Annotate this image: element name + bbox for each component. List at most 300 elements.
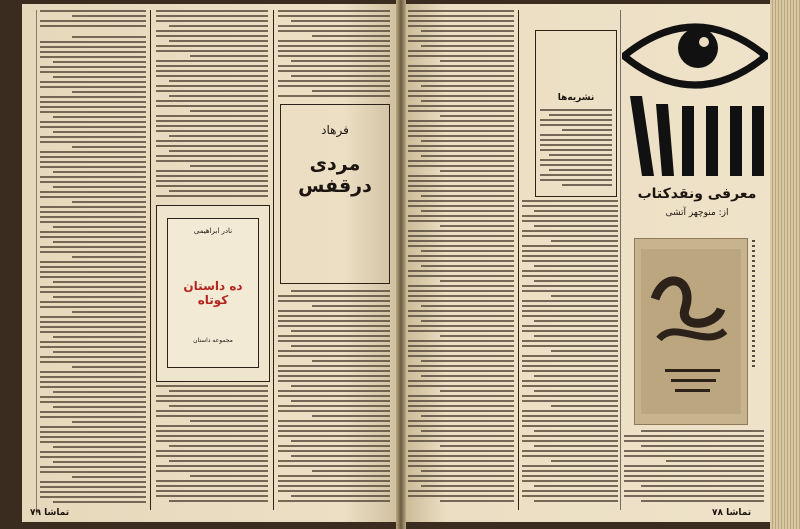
text-line [408, 40, 514, 42]
text-line [408, 395, 514, 397]
text-line [522, 260, 618, 262]
text-line [408, 310, 514, 312]
text-line [156, 450, 268, 452]
text-line [278, 380, 390, 382]
text-line [408, 145, 514, 147]
text-line [408, 450, 514, 452]
text-line [408, 10, 514, 12]
text-line [408, 215, 514, 217]
text-line [156, 415, 268, 417]
text-line [522, 255, 618, 257]
text-line [408, 315, 514, 317]
text-line [540, 119, 612, 121]
text-line [522, 250, 618, 252]
text-line [156, 65, 268, 67]
text-line [53, 461, 146, 463]
text-line [522, 480, 618, 482]
text-line [440, 390, 514, 392]
text-line [72, 201, 146, 203]
text-line [278, 390, 390, 392]
text-line [312, 415, 390, 417]
text-line [40, 181, 146, 183]
eyelash-bars-icon [630, 96, 764, 176]
text-line [156, 20, 268, 22]
text-line [291, 290, 390, 292]
text-line [190, 55, 268, 57]
column-rule [36, 10, 37, 515]
section-title: معرفی ونقدکتاب [637, 186, 757, 202]
text-line [156, 115, 268, 117]
text-line [40, 401, 146, 403]
text-line [408, 340, 514, 342]
text-line [408, 495, 514, 497]
text-line [40, 426, 146, 428]
text-line [522, 220, 618, 222]
sidebar-box [535, 30, 617, 197]
text-line [40, 441, 146, 443]
text-line [624, 470, 764, 472]
text-line [408, 135, 514, 137]
text-line [421, 100, 514, 102]
text-line [156, 485, 268, 487]
text-line [40, 286, 146, 288]
text-line [408, 120, 514, 122]
text-line [40, 261, 146, 263]
text-line [278, 325, 390, 327]
text-column [624, 430, 764, 506]
text-line [408, 110, 514, 112]
text-line [278, 310, 390, 312]
text-line [534, 375, 618, 377]
text-line [534, 210, 618, 212]
text-line [169, 500, 268, 502]
text-line [522, 490, 618, 492]
text-line [534, 430, 618, 432]
text-line [278, 315, 390, 317]
text-line [534, 280, 618, 282]
text-line [440, 60, 514, 62]
text-line [53, 406, 146, 408]
text-line [408, 465, 514, 467]
text-line [169, 25, 268, 27]
text-line [408, 365, 514, 367]
text-line [522, 420, 618, 422]
text-line [53, 336, 146, 338]
text-line [408, 260, 514, 262]
text-line [53, 241, 146, 243]
text-line [540, 124, 612, 126]
text-line [40, 86, 146, 88]
text-line [190, 475, 268, 477]
text-line [291, 440, 390, 442]
text-line [156, 490, 268, 492]
text-line [408, 50, 514, 52]
text-line [72, 91, 146, 93]
text-line [421, 85, 514, 87]
text-line [53, 116, 146, 118]
text-line [421, 155, 514, 157]
text-line [40, 121, 146, 123]
text-line [522, 275, 618, 277]
text-line [156, 470, 268, 472]
text-line [278, 370, 390, 372]
text-line [408, 410, 514, 412]
text-line [40, 156, 146, 158]
text-line [408, 240, 514, 242]
text-line [408, 35, 514, 37]
text-line [408, 180, 514, 182]
text-line [40, 196, 146, 198]
text-line [291, 400, 390, 402]
text-line [624, 465, 764, 467]
text-line [72, 36, 146, 38]
text-line [40, 381, 146, 383]
text-line [278, 335, 390, 337]
text-line [408, 350, 514, 352]
text-line [40, 486, 146, 488]
text-line [522, 300, 618, 302]
text-line [312, 305, 390, 307]
text-line [522, 360, 618, 362]
text-line [40, 20, 146, 22]
text-line [522, 245, 618, 247]
text-line [40, 251, 146, 253]
text-line [40, 341, 146, 343]
text-column [40, 36, 146, 506]
text-line [40, 211, 146, 213]
text-line [408, 460, 514, 462]
text-line [40, 25, 146, 27]
text-line [540, 179, 612, 181]
text-line [40, 111, 146, 113]
text-line [40, 236, 146, 238]
text-line [169, 390, 268, 392]
text-line [156, 130, 268, 132]
text-line [522, 330, 618, 332]
text-line [408, 70, 514, 72]
text-line [278, 70, 390, 72]
text-line [440, 170, 514, 172]
text-line [408, 175, 514, 177]
text-line [40, 451, 146, 453]
text-line [40, 71, 146, 73]
text-line [408, 190, 514, 192]
text-line [278, 420, 390, 422]
text-line [40, 466, 146, 468]
text-line [40, 176, 146, 178]
text-line [278, 410, 390, 412]
text-line [40, 126, 146, 128]
text-line [40, 166, 146, 168]
text-line [540, 139, 612, 141]
text-line [40, 291, 146, 293]
text-column [408, 10, 514, 505]
text-line [408, 245, 514, 247]
text-line [278, 350, 390, 352]
text-line [40, 496, 146, 498]
text-line [156, 75, 268, 77]
text-line [408, 15, 514, 17]
text-line [421, 430, 514, 432]
text-line [40, 371, 146, 373]
text-line [190, 165, 268, 167]
text-line [624, 480, 764, 482]
text-line [440, 445, 514, 447]
text-line [40, 231, 146, 233]
text-line [40, 66, 146, 68]
text-line [72, 15, 146, 17]
text-line [53, 391, 146, 393]
text-line [278, 395, 390, 397]
text-line [540, 174, 612, 176]
text-line [40, 361, 146, 363]
text-line [156, 175, 268, 177]
column-rule [150, 10, 151, 510]
text-line [624, 455, 764, 457]
text-line [156, 30, 268, 32]
text-line [408, 75, 514, 77]
text-line [278, 15, 390, 17]
text-line [421, 470, 514, 472]
text-line [278, 95, 390, 97]
text-line [641, 485, 764, 487]
text-column [522, 200, 618, 505]
text-line [40, 301, 146, 303]
text-line [278, 355, 390, 357]
text-line [408, 325, 514, 327]
text-line [72, 256, 146, 258]
text-line [522, 345, 618, 347]
text-line [156, 395, 268, 397]
text-line [522, 270, 618, 272]
text-line [40, 481, 146, 483]
text-line [534, 335, 618, 337]
text-line [408, 440, 514, 442]
text-line [534, 320, 618, 322]
text-line [522, 305, 618, 307]
text-line [408, 200, 514, 202]
text-line [408, 490, 514, 492]
text-line [40, 306, 146, 308]
text-line [278, 365, 390, 367]
text-line [156, 195, 268, 197]
text-line [40, 106, 146, 108]
column-rule [273, 10, 274, 510]
text-line [40, 221, 146, 223]
text-line [440, 280, 514, 282]
headline-box [280, 104, 390, 284]
text-line [72, 421, 146, 423]
text-line [421, 265, 514, 267]
text-line [408, 105, 514, 107]
text-line [540, 149, 612, 151]
text-line [522, 465, 618, 467]
eye-logo [622, 8, 768, 178]
text-line [291, 330, 390, 332]
text-line [408, 25, 514, 27]
text-line [156, 15, 268, 17]
text-line [408, 370, 514, 372]
text-line [53, 296, 146, 298]
text-line [156, 100, 268, 102]
text-line [534, 225, 618, 227]
text-line [440, 115, 514, 117]
text-line [278, 465, 390, 467]
text-line [549, 114, 612, 116]
text-line [562, 184, 612, 186]
text-line [156, 400, 268, 402]
text-line [408, 205, 514, 207]
text-line [190, 420, 268, 422]
text-line [156, 90, 268, 92]
text-line [522, 315, 618, 317]
text-line [278, 430, 390, 432]
text-line [522, 475, 618, 477]
text-line [40, 206, 146, 208]
text-line [278, 295, 390, 297]
text-line [40, 331, 146, 333]
text-line [278, 490, 390, 492]
text-line [408, 125, 514, 127]
text-line [156, 140, 268, 142]
text-line [408, 235, 514, 237]
text-line [408, 480, 514, 482]
text-line [53, 61, 146, 63]
text-line [408, 295, 514, 297]
text-line [408, 330, 514, 332]
text-line [53, 351, 146, 353]
text-line [40, 46, 146, 48]
text-line [408, 385, 514, 387]
text-line [534, 500, 618, 502]
text-line [522, 370, 618, 372]
text-line [169, 40, 268, 42]
text-line [624, 435, 764, 437]
text-line [291, 345, 390, 347]
text-line [421, 45, 514, 47]
text-line [156, 180, 268, 182]
text-line [522, 435, 618, 437]
text-line [72, 476, 146, 478]
text-line [562, 129, 612, 131]
text-line [156, 425, 268, 427]
text-line [408, 355, 514, 357]
text-line [40, 356, 146, 358]
text-line [72, 311, 146, 313]
text-line [169, 135, 268, 137]
text-line [421, 375, 514, 377]
text-line [540, 109, 612, 111]
text-line [278, 10, 390, 12]
text-line [278, 450, 390, 452]
text-line [72, 366, 146, 368]
text-line [641, 500, 764, 502]
text-column [156, 385, 268, 505]
text-line [408, 55, 514, 57]
text-line [408, 220, 514, 222]
text-line [421, 140, 514, 142]
text-line [551, 460, 618, 462]
text-line [540, 144, 612, 146]
text-line [40, 346, 146, 348]
text-line [278, 435, 390, 437]
text-line [278, 50, 390, 52]
text-line [522, 440, 618, 442]
text-line [40, 41, 146, 43]
text-line [312, 90, 390, 92]
text-line [408, 475, 514, 477]
text-line [156, 145, 268, 147]
text-line [40, 136, 146, 138]
text-line [169, 445, 268, 447]
text-line [156, 410, 268, 412]
text-line [53, 131, 146, 133]
text-line [408, 425, 514, 427]
text-line [278, 55, 390, 57]
text-line [278, 460, 390, 462]
text-line [291, 495, 390, 497]
eye-pupil-icon [678, 28, 718, 68]
text-line [278, 85, 390, 87]
text-line [40, 396, 146, 398]
text-line [408, 185, 514, 187]
text-line [522, 215, 618, 217]
book-author: نادر ابراهیمی [193, 227, 233, 235]
text-line [522, 380, 618, 382]
text-line [40, 216, 146, 218]
text-line [421, 485, 514, 487]
text-line [291, 75, 390, 77]
text-line [40, 271, 146, 273]
text-line [522, 495, 618, 497]
text-line [624, 440, 764, 442]
text-line [522, 385, 618, 387]
text-line [522, 450, 618, 452]
text-line [156, 70, 268, 72]
text-line [278, 480, 390, 482]
text-line [408, 130, 514, 132]
text-line [421, 195, 514, 197]
book-cover [167, 218, 259, 368]
text-line [156, 35, 268, 37]
text-line [408, 405, 514, 407]
text-line [156, 480, 268, 482]
text-line [641, 430, 764, 432]
text-line [408, 20, 514, 22]
text-line [278, 425, 390, 427]
text-line [522, 355, 618, 357]
text-line [440, 225, 514, 227]
text-line [278, 405, 390, 407]
book-subtitle: مجموعه داستان [193, 337, 233, 344]
text-column [156, 10, 268, 200]
gutter [396, 0, 406, 529]
book-title: ده داستان کوتاه [183, 279, 243, 307]
text-line [40, 436, 146, 438]
text-line [540, 134, 612, 136]
text-column [278, 10, 390, 102]
text-line [421, 360, 514, 362]
text-line [169, 80, 268, 82]
text-line [522, 230, 618, 232]
text-line [40, 246, 146, 248]
image-caption [752, 240, 755, 370]
text-line [190, 110, 268, 112]
text-line [40, 191, 146, 193]
text-line [408, 380, 514, 382]
text-line [421, 415, 514, 417]
text-line [40, 151, 146, 153]
